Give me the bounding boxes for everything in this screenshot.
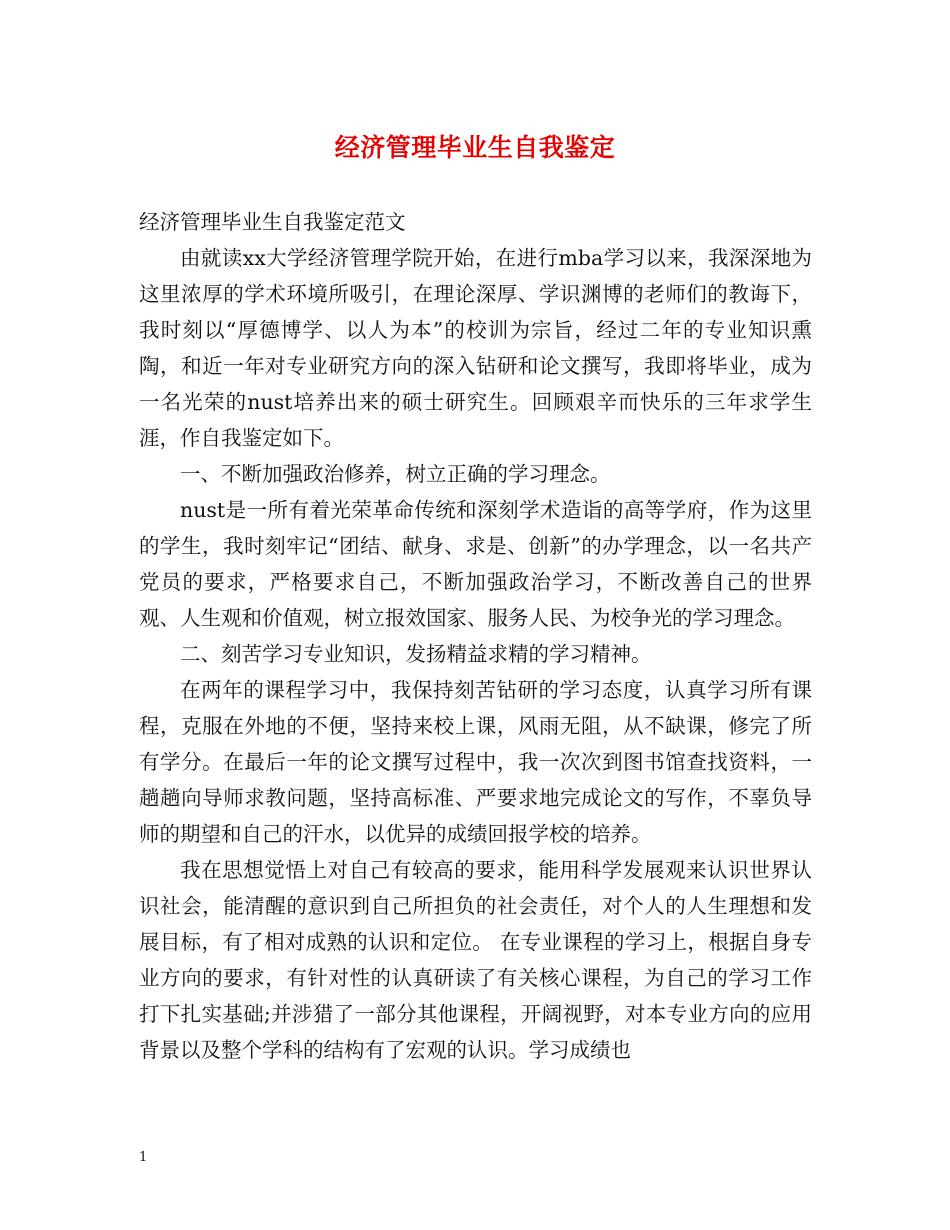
- section-heading: 一、不断加强政治修养，树立正确的学习理念。: [180, 462, 611, 486]
- page-number: 1: [139, 1150, 148, 1165]
- paragraph: 在两年的课程学习中，我保持刻苦钻研的学习态度，认真学习所有课程，克服在外地的不便，坚持来校上课，风雨无阻，从不缺课，修完了所有学分。在最后一年的论文撰写过程中，我一次次到图书馆查找资料，一趟趟向导师求教问题，坚持高标准、严要求地完成论文的写作，不辜负导师的期望和自己的汗水，以优异的成绩回报学校的培养。: [139, 678, 812, 846]
- paragraph: 我在思想觉悟上对自己有较高的要求，能用科学发展观来认识世界认识社会，能清醒的意识到自己所担负的社会责任，对个人的人生理想和发展目标，有了相对成熟的认识和定位。 在专业课程的学习上，根据自身专业方向的要求，有针对性的认真研读了有关核心课程，为自己的学习工作打下扎实基础;并涉猎了一部分其他课程，开阔视野，对本专业方向的应用背景以及整个学科的结构有了宏观的认识。学习成绩也: [139, 858, 812, 1062]
- document-subtitle: 经济管理毕业生自我鉴定范文: [139, 210, 406, 234]
- section-heading: 二、刻苦学习专业知识，发扬精益求精的学习精神。: [180, 642, 652, 666]
- document-title: 经济管理毕业生自我鉴定: [334, 133, 616, 162]
- paragraph: nust是一所有着光荣革命传统和深刻学术造诣的高等学府，作为这里的学生，我时刻牢记“团结、献身、求是、创新”的办学理念，以一名共产党员的要求，严格要求自己，不断加强政治学习，不断改善自己的世界观、人生观和价值观，树立报效国家、服务人民、为校争光的学习理念。: [139, 498, 812, 630]
- document-body: [139, 204, 812, 1068]
- paragraph: 由就读xx大学经济管理学院开始，在进行mba学习以来，我深深地为这里浓厚的学术环境所吸引，在理论深厚、学识渊博的老师们的教诲下，我时刻以“厚德博学、以人为本”的校训为宗旨，经过二年的专业知识熏陶，和近一年对专业研究方向的深入钻研和论文撰写，我即将毕业，成为一名光荣的nust培养出来的硕士研究生。回顾艰辛而快乐的三年求学生涯，作自我鉴定如下。: [139, 246, 812, 450]
